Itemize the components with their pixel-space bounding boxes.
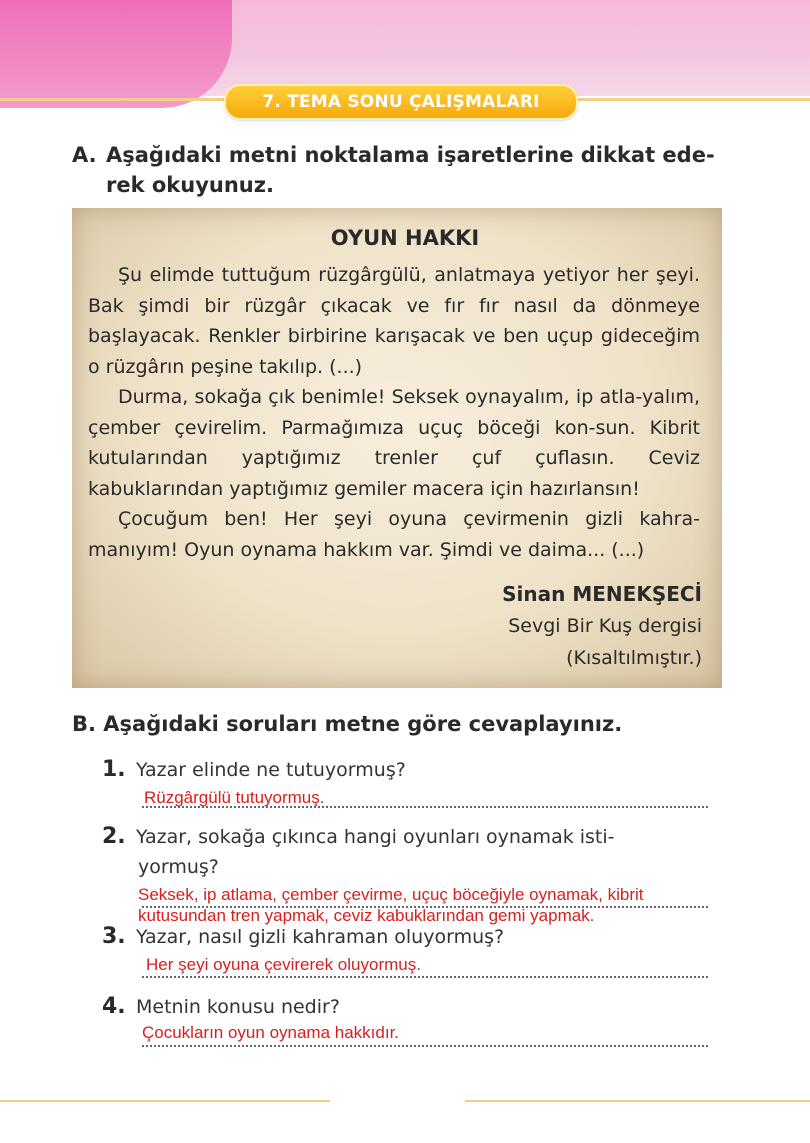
answer-3-line (142, 976, 708, 978)
question-4-text: Metnin konusu nedir? (136, 996, 340, 1018)
answer-1-line (142, 806, 708, 808)
story-source: Sevgi Bir Kuş dergisi (508, 615, 702, 637)
question-2-text-line2: yormuş? (138, 856, 219, 878)
header-corner-decoration (0, 0, 232, 108)
section-a-line2: rek okuyunuz. (106, 173, 274, 197)
answer-4-line (142, 1045, 708, 1047)
question-2 (102, 822, 722, 882)
answer-2-line2[interactable]: kutusundan tren yapmak, ceviz kabuklarından gemi yapmak. (138, 906, 595, 925)
question-4 (102, 992, 722, 1022)
story-author: Sinan MENEKŞECİ (502, 582, 702, 606)
question-2-number: 2. (102, 824, 126, 849)
question-1-text: Yazar elinde ne tutuyormuş? (136, 759, 406, 781)
question-4-number: 4. (102, 994, 126, 1019)
answer-4[interactable]: Çocukların oyun oynama hakkıdır. (142, 1023, 400, 1042)
question-2-text-line1: Yazar, sokağa çıkınca hangi oyunları oynamak isti- (136, 826, 615, 848)
story-paragraph-1: Şu elimde tuttuğum rüzgârgülü, anlatmaya yetiyor her şeyi. Bak şimdi bir rüzgâr çıkacak ve fır fır nasıl da dönmeye başlayacak. Renkler birbirine karışacak ve ben uçup gideceğim o rüzgârın peşine takılıp. (...) (88, 264, 700, 378)
footer-rule-right (465, 1100, 810, 1102)
section-a-instruction (72, 140, 732, 200)
question-1-number: 1. (102, 757, 126, 782)
question-1 (102, 755, 722, 785)
answer-1[interactable]: Rüzgârgülü tutuyormuş. (144, 788, 325, 807)
section-b-instruction (72, 712, 752, 736)
story-paragraph-3: Çocuğum ben! Her şeyi oyuna çevirmenin gizli kahra-manıyım! Oyun oynama hakkım var. Şimdi ve daima... (...) (88, 508, 700, 561)
story-title: OYUN HAKKI (330, 226, 480, 250)
story-paragraph-2: Durma, sokağa çık benimle! Seksek oynayalım, ip atla-yalım, çember çevirelim. Parmağımıza uçuç böceği kon-sun. Kibrit kutularından yaptığımız trenler çuf çuflasın. Ceviz kabuklarından yaptığımız gemiler macera için hazırlansın! (88, 386, 700, 500)
footer-rule-left (0, 1100, 330, 1102)
story-note: (Kısaltılmıştır.) (566, 647, 702, 669)
section-a-line1: Aşağıdaki metni noktalama işaretlerine dikkat ede- (106, 143, 715, 167)
story-attribution (502, 578, 702, 674)
section-b-letter: B. (72, 712, 96, 736)
question-3-text: Yazar, nasıl gizli kahraman oluyormuş? (136, 926, 505, 948)
question-3 (102, 922, 722, 952)
story-body (88, 260, 700, 565)
question-3-number: 3. (102, 924, 126, 949)
section-b-text: Aşağıdaki soruları metne göre cevaplayınız. (103, 712, 623, 736)
section-a-letter: A. (72, 143, 97, 167)
answer-2-line1[interactable]: Seksek, ip atlama, çember çevirme, uçuç böceğiyle oynamak, kibrit (138, 885, 644, 904)
theme-title-banner: 7. TEMA SONU ÇALIŞMALARI (224, 84, 578, 120)
answer-3[interactable]: Her şeyi oyuna çevirerek oluyormuş. (146, 955, 421, 974)
